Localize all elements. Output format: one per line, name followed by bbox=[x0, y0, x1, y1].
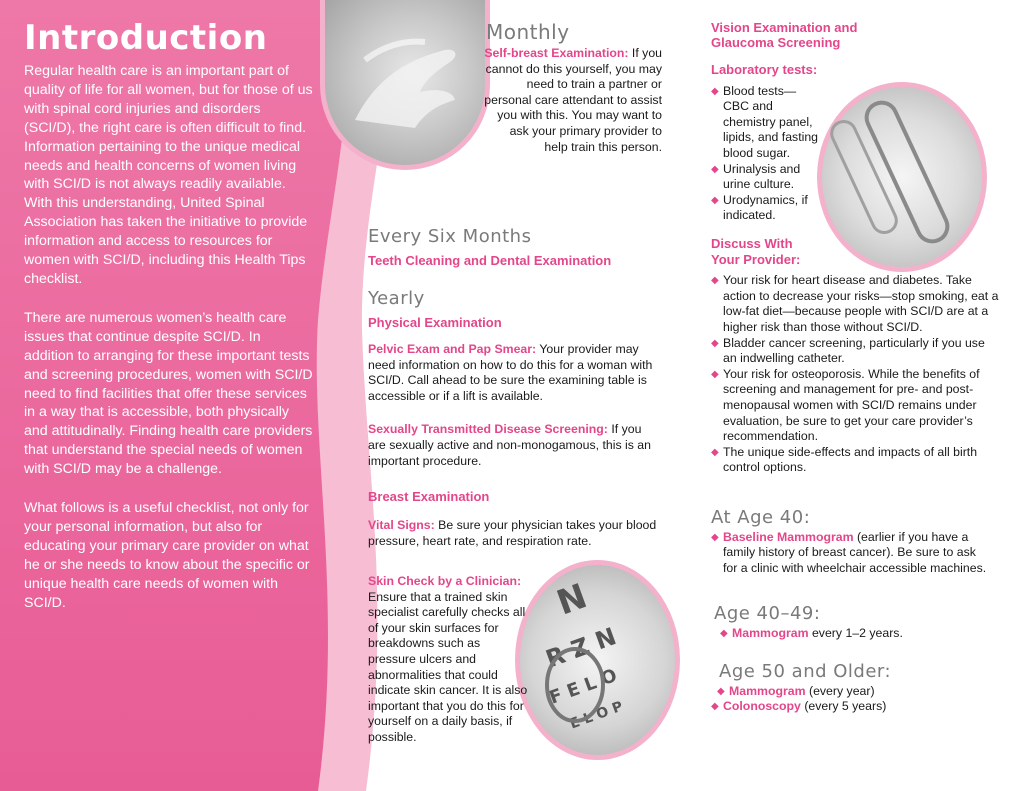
std-screening-block bbox=[368, 422, 658, 469]
mammogram-40-49-item bbox=[720, 626, 994, 642]
self-breast-text: If you cannot do this yourself, you may need to train a partner or personal care attendant to assist you with this. You may want to ask your primary provider to help train this person. bbox=[484, 46, 662, 154]
laboratory-tests-section bbox=[711, 62, 821, 224]
age-40-heading: At Age 40: bbox=[711, 507, 811, 528]
colonoscopy-text: (every 5 years) bbox=[804, 699, 887, 714]
introduction-section bbox=[24, 18, 314, 632]
colonoscopy-item bbox=[711, 699, 991, 715]
skin-check-label: Skin Check by a Clinician: bbox=[368, 574, 522, 588]
discuss-heading: Discuss With Your Provider: bbox=[711, 236, 801, 267]
hand-shape-icon bbox=[325, 0, 485, 160]
eye-chart-photo-circle bbox=[515, 560, 680, 760]
age-50-heading: Age 50 and Older: bbox=[719, 661, 892, 682]
svg-text:N: N bbox=[551, 576, 593, 624]
skin-check-block bbox=[368, 574, 528, 746]
baseline-mammogram-text: (earlier if you have a family history of breast cancer). Be sure to ask for a clinic with wheelchair accessible machines. bbox=[723, 529, 987, 575]
age-40-49-heading: Age 40–49: bbox=[714, 603, 821, 624]
intro-paragraph-3: What follows is a useful checklist, not only for your personal information, but also for educating your primary care provider on what he or she needs to know about the specific or unique health care needs of women with SCI/D. bbox=[24, 500, 310, 611]
svg-text:R Z N: R Z N bbox=[542, 622, 620, 674]
six-months-section bbox=[368, 226, 668, 268]
lab-item-blood-tests: ◆ Blood tests—CBC and chemistry panel, lipids, and fasting blood sugar. bbox=[711, 84, 821, 162]
yearly-section bbox=[368, 288, 658, 567]
svg-text:F E L O: F E L O bbox=[546, 664, 620, 709]
pelvic-exam-text: Your provider may need information on how to do this for a woman with SCI/D. Call ahead to be sure the examining table is accessible or if a lift is available. bbox=[368, 342, 653, 403]
skin-check-text: Ensure that a trained skin specialist carefully checks all of your skin surfaces for breakdowns such as pressure ulcers and abnormalities that could indicate skin cancer. It is also important that you do this for yourself on a daily basis, if possible. bbox=[368, 589, 528, 744]
vision-exam-item bbox=[711, 20, 901, 50]
pelvic-exam-block bbox=[368, 342, 658, 404]
dental-exam-item: Teeth Cleaning and Dental Examination bbox=[368, 253, 612, 268]
mammogram-40-49-text: every 1–2 years. bbox=[811, 625, 903, 640]
physical-exam-item: Physical Examination bbox=[368, 315, 502, 330]
discuss-provider-section bbox=[711, 236, 1001, 476]
age-40-section bbox=[711, 507, 991, 576]
discuss-item-bladder: ◆ Bladder cancer screening, particularly if you use an indwelling catheter. bbox=[711, 336, 1001, 367]
baseline-mammogram-item bbox=[711, 530, 991, 577]
introduction-title: Introduction bbox=[24, 18, 268, 58]
vital-signs-text: Be sure your physician takes your blood pressure, heart rate, and respiration rate. bbox=[368, 518, 657, 548]
mammogram-40-49-label: Mammogram bbox=[732, 625, 809, 640]
self-breast-label: Self-breast Examination: bbox=[484, 46, 629, 60]
lab-tests-heading: Laboratory tests: bbox=[711, 62, 818, 77]
mammogram-50-label: Mammogram bbox=[729, 683, 806, 698]
breast-exam-item: Breast Examination bbox=[368, 489, 490, 505]
monthly-heading: Monthly bbox=[486, 20, 570, 44]
baseline-mammogram-label: Baseline Mammogram bbox=[723, 529, 854, 544]
monthly-body bbox=[484, 46, 662, 155]
mammogram-50-text: (every year) bbox=[808, 683, 875, 698]
six-months-heading: Every Six Months bbox=[368, 226, 532, 247]
pelvic-exam-label: Pelvic Exam and Pap Smear: bbox=[368, 342, 537, 356]
vital-signs-label: Vital Signs: bbox=[368, 518, 435, 533]
svg-text:E L O P: E L O P bbox=[567, 698, 626, 733]
vision-exam-text: Vision Examination and Glaucoma Screening bbox=[711, 20, 858, 50]
monthly-section bbox=[486, 20, 666, 44]
intro-paragraph-2: There are numerous women’s health care issues that continue despite SCI/D. In addition to arranging for these important tests and screening procedures, women with SCI/D need to find facilities that offer these services in a way that is accessible, both physically and attitudinally. Finding health care providers that understand the special needs of women with SCI/D may be a challenge. bbox=[24, 309, 313, 478]
mammogram-50-item bbox=[717, 684, 991, 700]
hands-photo-circle bbox=[320, 0, 490, 170]
std-screening-text: If you are sexually active and non-monogamous, this is an important procedure. bbox=[368, 422, 651, 468]
lab-item-urodynamics: ◆ Urodynamics, if indicated. bbox=[711, 193, 821, 224]
eye-chart-icon bbox=[520, 565, 680, 755]
age-40-49-section bbox=[714, 603, 994, 641]
discuss-item-osteoporosis: ◆ Your risk for osteoporosis. While the benefits of screening and management for pre- and post-menopausal women with SCI/D remains under evaluation, be sure to get your care provider’s recommendation. bbox=[711, 367, 1001, 445]
age-50-section bbox=[711, 661, 991, 715]
discuss-item-birth-control: ◆ The unique side-effects and impacts of all birth control options. bbox=[711, 445, 1001, 476]
intro-paragraph-1: Regular health care is an important part of quality of life for all women, but for those of us with spinal cord injuries and disorders (SCI/D), the right care is often difficult to find. Information pertaining to the unique medical needs and health concerns of women living with SCI/D is not always readily available. With this understanding, United Spinal Association has taken the initiative to provide information and access to resources for women with SCI/D, including this Health Tips checklist. bbox=[24, 63, 313, 287]
yearly-heading: Yearly bbox=[368, 288, 425, 309]
lab-item-urinalysis: ◆ Urinalysis and urine culture. bbox=[711, 162, 821, 193]
vital-signs-block bbox=[368, 518, 658, 549]
std-screening-label: Sexually Transmitted Disease Screening: bbox=[368, 422, 608, 437]
discuss-item-heart: ◆ Your risk for heart disease and diabetes. Take action to decrease your risks—stop smoking, eat a low-fat diet—because people with SCI/D are at a higher risk than those without SCI/D. bbox=[711, 273, 1001, 335]
colonoscopy-label: Colonoscopy bbox=[723, 699, 801, 714]
